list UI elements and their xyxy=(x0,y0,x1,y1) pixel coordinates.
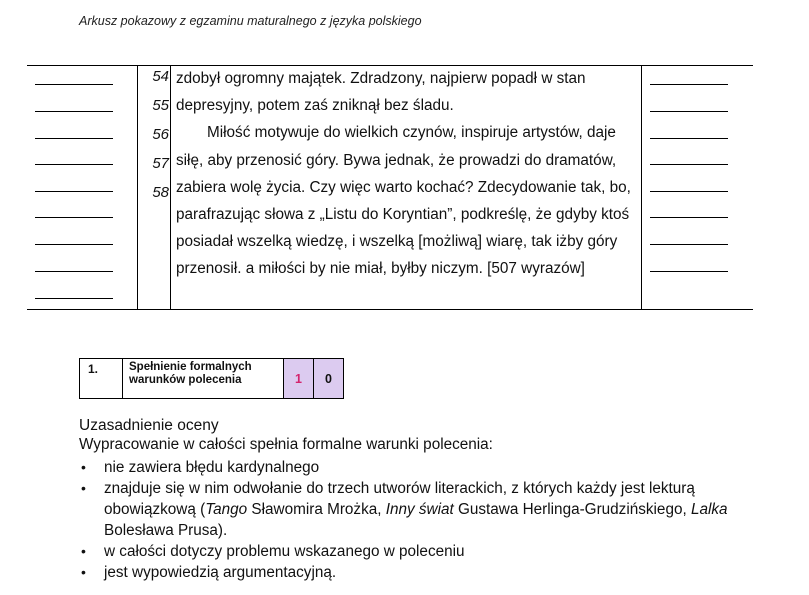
essay-text xyxy=(176,65,631,283)
line-numbers xyxy=(137,65,169,210)
bullet-icon: • xyxy=(81,543,86,559)
left-margin-blank[interactable] xyxy=(35,298,113,299)
page-header: Arkusz pokazowy z egzaminu maturalnego z języka polskiego xyxy=(79,14,422,28)
right-margin-blank[interactable] xyxy=(650,191,728,192)
left-margin-blank[interactable] xyxy=(35,164,113,165)
left-margin-blank[interactable] xyxy=(35,191,113,192)
left-margin-blank[interactable] xyxy=(35,271,113,272)
table-bottom-border xyxy=(27,309,753,310)
list-item: • jest wypowiedzią argumentacyjną. xyxy=(81,564,337,581)
right-margin-blank[interactable] xyxy=(650,111,728,112)
essay-table xyxy=(27,65,753,309)
criterion-table xyxy=(79,358,344,399)
line-number: 57 xyxy=(152,155,169,172)
right-margin-blank[interactable] xyxy=(650,217,728,218)
list-item: • znajduje się w nim odwołanie do trzech utworów literackich, z których każdy jest lekturą obowiązkową (Tango Sławomira Mrożka, Inny świat Gustawa Herlinga-Grudzińskiego, Lalka Bolesława Prusa). xyxy=(81,480,728,539)
justification-intro: Wypracowanie w całości spełnia formalne warunki polecenia: xyxy=(79,436,493,453)
title-tango: Tango xyxy=(205,501,248,518)
line-number: 58 xyxy=(152,184,169,201)
left-margin-blank[interactable] xyxy=(35,111,113,112)
left-margin-blank[interactable] xyxy=(35,244,113,245)
essay-paragraph: Miłość motywuje do wielkich czynów, inspiruje artystów, daje siłę, aby przenosić góry. Bywa jednak, że prowadzi do dramatów, zabiera wolę życia. Czy więc warto kochać? Zdecydowanie tak, bo, parafrazując słowa z „Listu do Koryntian”, podkreślę, że gdyby ktoś posiadał wszelką wiedzę, i wszelką [możliwą] wiarę, tak iżby góry przenosił. a miłości by nie miał, byłby niczym. [507 wyrazów] xyxy=(176,124,631,278)
right-margin-blank[interactable] xyxy=(650,271,728,272)
line-number: 55 xyxy=(152,97,169,114)
score-option[interactable]: 0 xyxy=(314,359,344,399)
left-margin-blank[interactable] xyxy=(35,138,113,139)
title-inny-swiat: Inny świat xyxy=(385,501,454,518)
right-margin-blank[interactable] xyxy=(650,84,728,85)
line-number: 54 xyxy=(152,68,169,85)
bullet-icon: • xyxy=(81,564,86,580)
col-divider-3 xyxy=(641,65,642,309)
bullet-icon: • xyxy=(81,459,86,475)
title-lalka: Lalka xyxy=(690,501,728,518)
score-option[interactable]: 1 xyxy=(284,359,314,399)
col-divider-2 xyxy=(170,65,171,309)
right-margin-blank[interactable] xyxy=(650,138,728,139)
right-margin-blank[interactable] xyxy=(650,164,728,165)
line-number: 56 xyxy=(152,126,169,143)
right-margin-blank[interactable] xyxy=(650,244,728,245)
justification-section xyxy=(79,416,759,583)
justification-heading: Uzasadnienie oceny xyxy=(79,417,219,434)
list-item: • w całości dotyczy problemu wskazanego w poleceniu xyxy=(81,543,465,560)
justification-list xyxy=(79,457,759,583)
essay-paragraph: zdobył ogromny majątek. Zdradzony, najpierw popadł w stan depresyjny, potem zaś zniknął bez śladu. xyxy=(176,70,586,115)
criterion-label: Spełnienie formalnych warunków polecenia xyxy=(123,359,284,399)
left-margin-blank[interactable] xyxy=(35,84,113,85)
left-margin-blank[interactable] xyxy=(35,217,113,218)
list-item: • nie zawiera błędu kardynalnego xyxy=(81,459,320,476)
bullet-icon: • xyxy=(81,480,86,496)
criterion-number: 1. xyxy=(80,359,123,399)
